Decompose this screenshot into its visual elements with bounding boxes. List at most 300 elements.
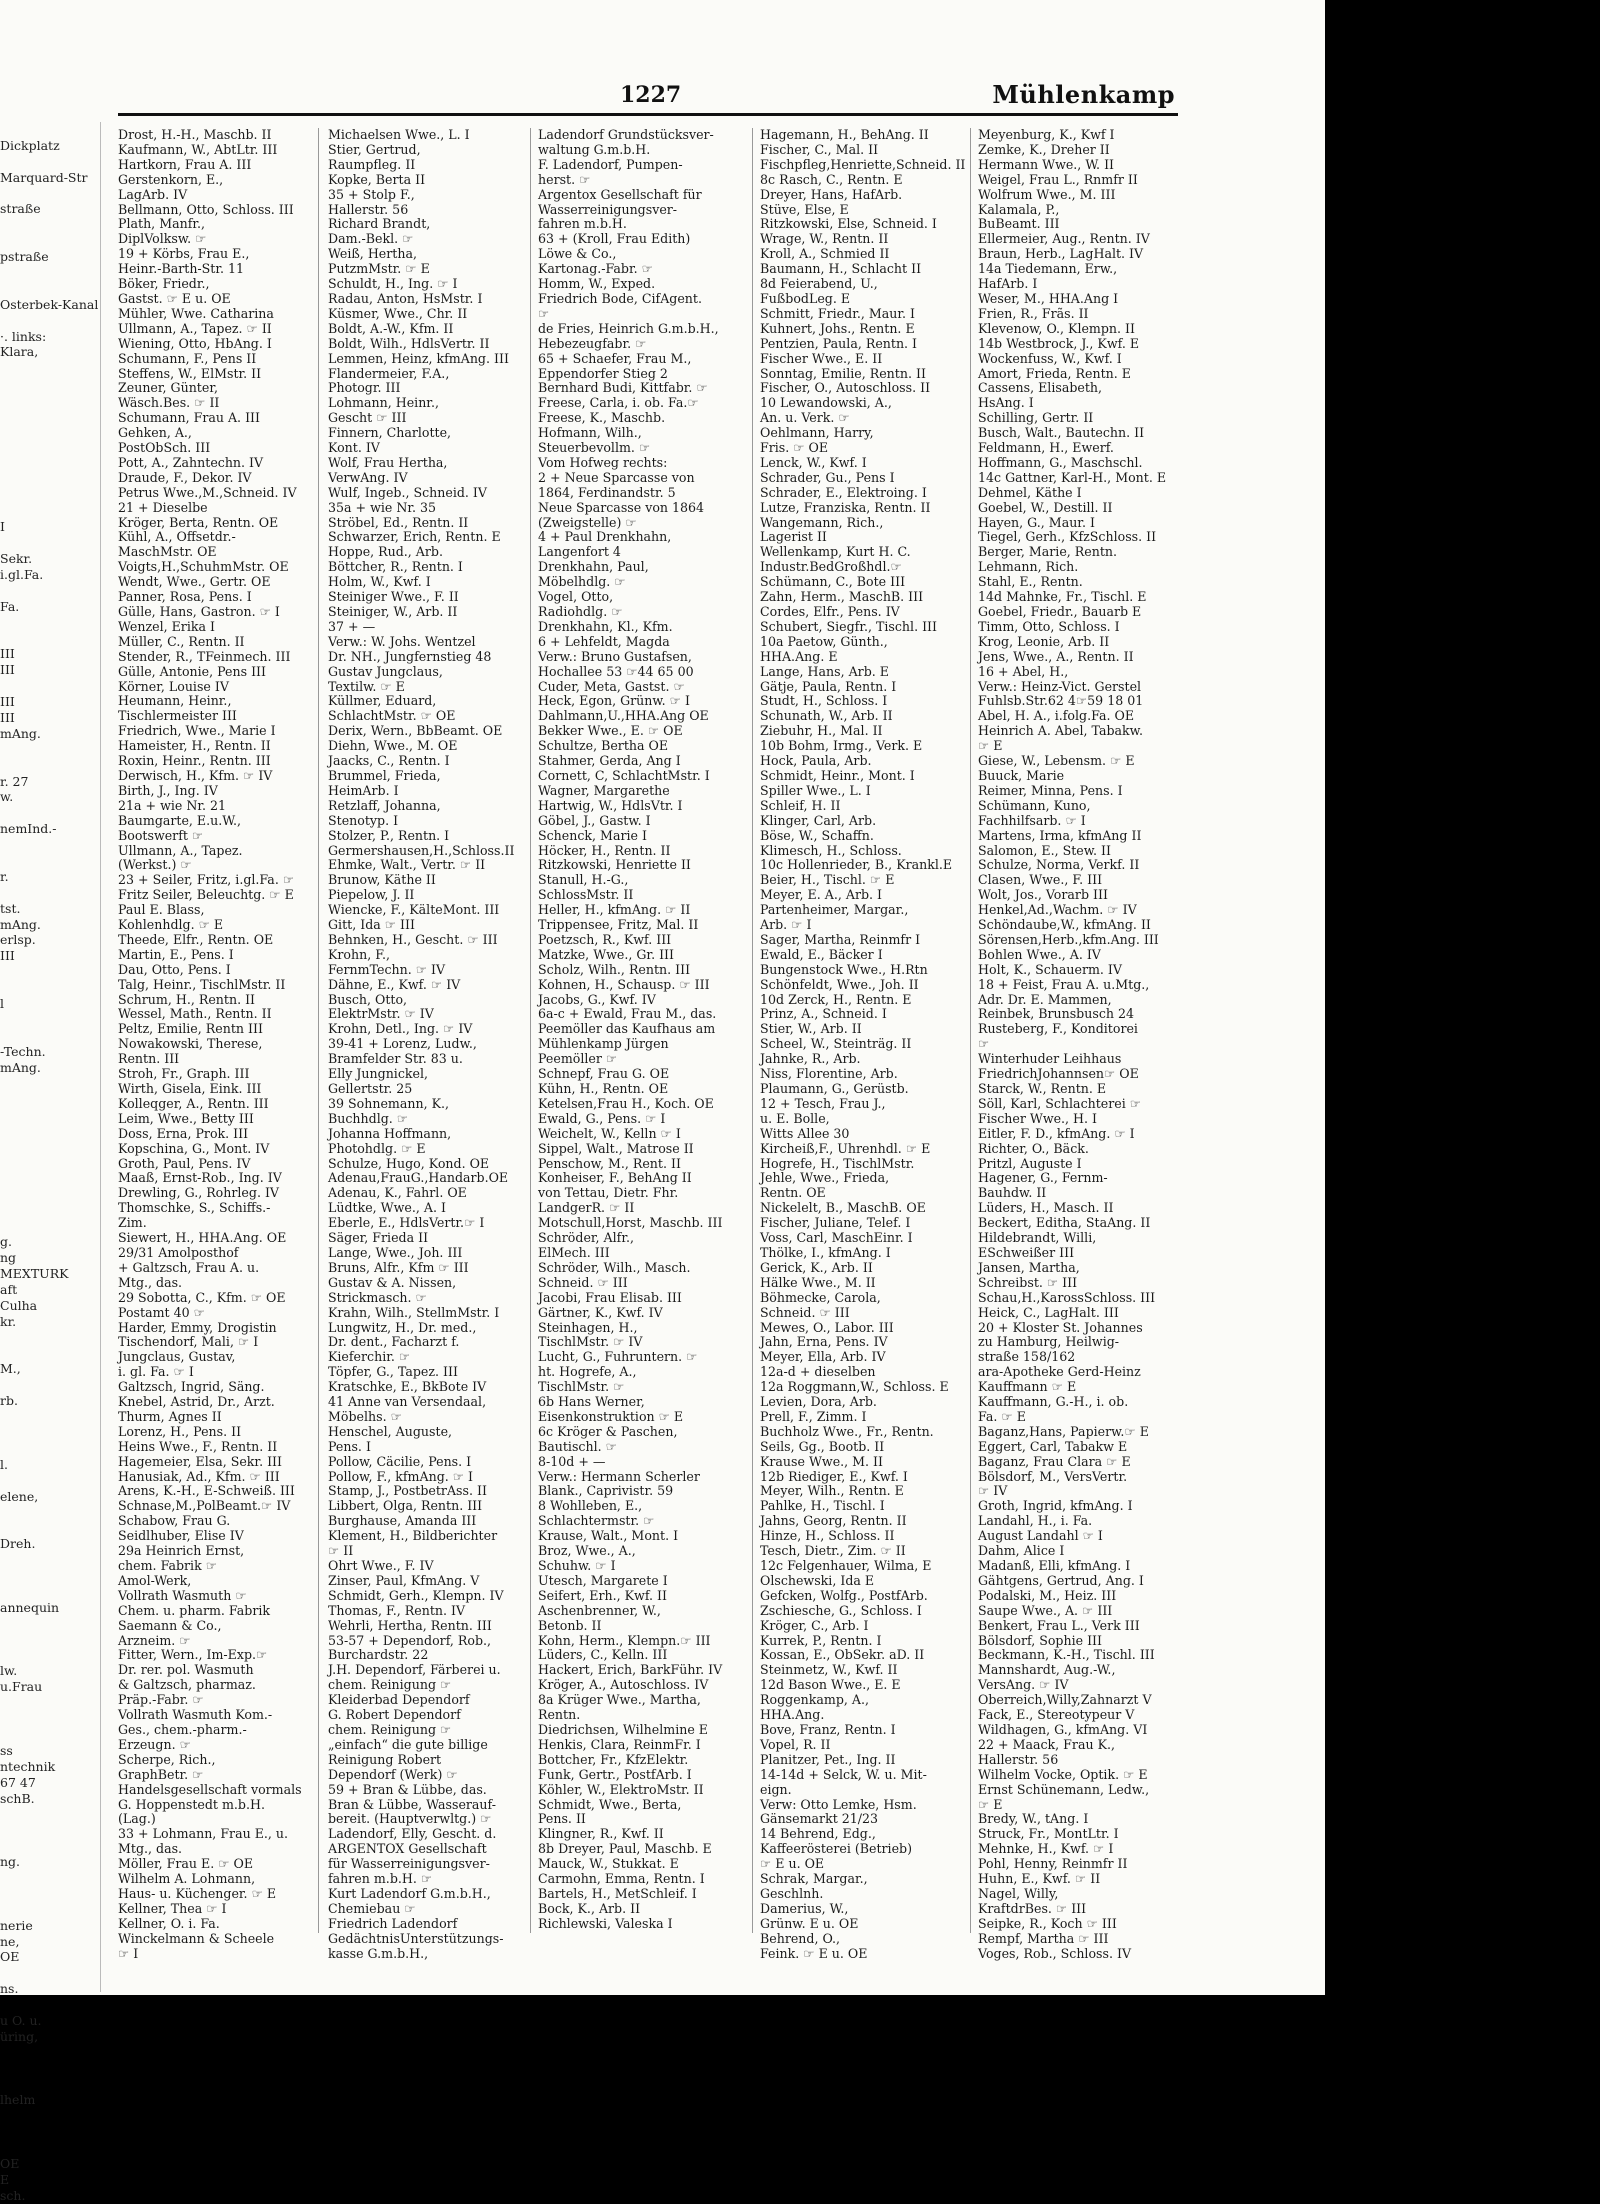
directory-entry: Broz, Wwe., A., (538, 1543, 636, 1559)
directory-entry: Feldmann, H., Ewerf. (978, 440, 1114, 456)
directory-entry: Wasserreinigungsver- (538, 201, 678, 217)
directory-entry: Adenau,FrauG.,Handarb.OE (328, 1170, 509, 1186)
directory-entry: Böker, Friedr., (118, 276, 210, 292)
directory-entry: fahren m.b.H. (538, 216, 627, 232)
stub-line: u.Frau (0, 1679, 43, 1695)
directory-entry: Kartonag.-Fabr. ☞ (538, 261, 653, 277)
directory-entry: Schleif, H. II (760, 797, 841, 813)
directory-entry: Lagerist II (760, 529, 827, 545)
directory-entry: Spiller Wwe., L. I (760, 782, 871, 798)
directory-entry: Hinze, H., Schloss. II (760, 1528, 895, 1544)
directory-entry: Thölke, I., kfmAng. I (760, 1244, 891, 1260)
stub-line: pstraße (0, 249, 49, 265)
directory-entry: Krog, Leonie, Arb. II (978, 633, 1110, 649)
column-1 (118, 127, 302, 1961)
directory-entry: Busch, Walt., Bautechn. II (978, 425, 1145, 441)
directory-entry: Giese, W., Lebensm. ☞ E (978, 753, 1135, 769)
directory-entry: Küsmer, Wwe., Chr. II (328, 305, 468, 321)
directory-entry: Gastst. ☞ E u. OE (118, 290, 231, 306)
directory-entry: Mtg., das. (118, 1841, 183, 1857)
stub-line (0, 631, 100, 647)
directory-entry: Müller, C., Rentn. II (118, 633, 245, 649)
directory-entry: Jehle, Wwe., Frieda, (760, 1170, 890, 1186)
directory-entry: 6 + Lehfeldt, Magda (538, 633, 670, 649)
column-divider (318, 128, 319, 1933)
directory-entry: 8 Wohlleben, E., (538, 1498, 643, 1514)
directory-entry: Heinr.-Barth-Str. 11 (118, 261, 245, 277)
directory-entry: Aschenbrenner, W., (538, 1602, 661, 1618)
directory-entry: GedächtnisUnterstützungs- (328, 1930, 504, 1946)
directory-entry: PostObSch. III (118, 440, 211, 456)
directory-entry: Diehn, Wwe., M. OE (328, 738, 458, 754)
directory-entry: Ewald, G., Pens. ☞ I (538, 1110, 666, 1126)
directory-entry: Lüders, C., Kelln. III (538, 1647, 668, 1663)
directory-entry: GraphBetr. ☞ (118, 1766, 204, 1782)
directory-entry: Theede, Elfr., Rentn. OE (118, 931, 274, 947)
directory-entry: Maaß, Ernst-Rob., Ing. IV (118, 1170, 282, 1186)
directory-entry: Wäsch.Bes. ☞ II (118, 395, 220, 411)
directory-entry: Schultze, Bertha OE (538, 738, 669, 754)
directory-entry: TischlMstr. ☞ IV (538, 1334, 643, 1350)
stub-line (0, 1902, 100, 1918)
directory-entry: Hagener, G., Fernm- (978, 1170, 1108, 1186)
directory-entry: Voges, Rob., Schloss. IV (978, 1945, 1132, 1961)
directory-entry: Schreibst. ☞ III (978, 1274, 1078, 1290)
directory-entry: Martens, Irma, kfmAng II (978, 827, 1142, 843)
directory-entry: (Zweigstelle) ☞ (538, 514, 637, 530)
directory-entry: Hermann Wwe., W. II (978, 156, 1115, 172)
directory-entry: ElektrMstr. ☞ IV (328, 1006, 434, 1022)
directory-entry: 33 + Lohmann, Frau E., u. (118, 1826, 289, 1842)
directory-entry: Gülle, Antonie, Pens III (118, 663, 266, 679)
directory-entry: Kratschke, E., BkBote IV (328, 1379, 487, 1395)
directory-entry: Kröger, Berta, Rentn. OE (118, 514, 279, 530)
directory-entry: Thurm, Agnes II (118, 1408, 222, 1424)
stub-line: straße (0, 201, 41, 217)
directory-entry: ☞ (978, 1036, 990, 1052)
stub-line (0, 2140, 100, 2156)
directory-entry: Ernst Schünemann, Ledw., (978, 1781, 1150, 1797)
directory-entry: eign. (760, 1781, 792, 1797)
directory-entry: 37 + — (328, 618, 376, 634)
stub-line (0, 2077, 100, 2093)
directory-entry: HeimArb. I (328, 782, 399, 798)
directory-entry: Planitzer, Pet., Ing. II (760, 1751, 896, 1767)
stub-line: Dickplatz (0, 137, 60, 153)
directory-entry: Galtzsch, Ingrid, Säng. (118, 1379, 265, 1395)
directory-entry: Wessel, Math., Rentn. II (118, 1006, 272, 1022)
directory-entry: 14 Behrend, Edg., (760, 1826, 876, 1842)
directory-entry: Fischpfleg,Henriette,Schneid. II (760, 156, 966, 172)
directory-entry: Präp.-Fabr. ☞ (118, 1692, 204, 1708)
directory-entry: 59 + Bran & Lübbe, das. (328, 1781, 487, 1797)
stub-line: Klara, (0, 344, 39, 360)
directory-entry: ☞ (538, 305, 550, 321)
stub-line: nerie (0, 1917, 33, 1933)
directory-entry: Stier, Gertrud, (328, 141, 421, 157)
directory-entry: HHA.Ang. E (760, 648, 838, 664)
directory-entry: straße 158/162 (978, 1349, 1076, 1365)
directory-entry: Schmitt, Friedr., Maur. I (760, 305, 915, 321)
directory-entry: Voss, Carl, MaschEinr. I (760, 1230, 913, 1246)
directory-entry: Seils, Gg., Bootb. II (760, 1438, 885, 1454)
directory-entry: 29a Heinrich Ernst, (118, 1543, 245, 1559)
directory-entry: Stamp, J., PostbetrAss. II (328, 1483, 487, 1499)
directory-entry: Steiniger, W., Arb. II (328, 604, 458, 619)
directory-entry: Rentn. III (118, 1051, 180, 1067)
directory-entry: 8-10d + — (538, 1453, 606, 1469)
stub-line (0, 1473, 100, 1489)
stub-line (0, 233, 100, 249)
directory-entry: Lüders, H., Masch. II (978, 1200, 1114, 1216)
directory-entry: Wilhelm Vocke, Optik. ☞ E (978, 1766, 1148, 1782)
directory-entry: Plath, Manfr., (118, 216, 206, 232)
directory-entry: Wiencke, F., KälteMont. III (328, 902, 500, 918)
directory-entry: Germershausen,H.,Schloss.II (328, 842, 515, 858)
directory-entry: Stier, W., Arb. II (760, 1021, 862, 1037)
directory-entry: 8b Dreyer, Paul, Maschb. E (538, 1841, 712, 1857)
stub-line (0, 1409, 100, 1425)
directory-entry: Goebel, W., Destill. II (978, 499, 1113, 515)
directory-entry: Wolf, Frau Hertha, (328, 454, 448, 470)
directory-entry: Drenkhahn, Paul, (538, 559, 649, 575)
directory-entry: Jahns, Georg, Rentn. II (760, 1513, 907, 1529)
directory-entry: Schröder, Alfr., (538, 1230, 634, 1246)
directory-entry: Arb. ☞ I (760, 917, 812, 933)
directory-entry: de Fries, Heinrich G.m.b.H., (538, 320, 719, 336)
stub-line: ntechnik (0, 1758, 56, 1774)
directory-entry: 14a Tiedemann, Erw., (978, 261, 1118, 277)
directory-entry: Mewes, O., Labor. III (760, 1319, 894, 1335)
directory-entry: LandgerR. ☞ II (538, 1200, 635, 1216)
stub-line (0, 217, 100, 233)
directory-entry: Ges., chem.-pharm.- (118, 1721, 247, 1737)
directory-entry: Wagner, Margarethe (538, 782, 670, 798)
directory-entry: Photohdlg. ☞ E (328, 1140, 426, 1156)
directory-entry: 22 + Maack, Frau K., (978, 1736, 1115, 1752)
directory-entry: Industr.BedGroßhdl.☞ (760, 559, 902, 575)
directory-entry: Prinz, A., Schneid. I (760, 1006, 887, 1022)
directory-entry: Schuldt, H., Ing. ☞ I (328, 276, 458, 292)
directory-entry: Harder, Emmy, Drogistin (118, 1319, 277, 1335)
directory-entry: Bootswerft ☞ (118, 827, 204, 843)
directory-entry: Baganz,Hans, Papierw.☞ E (978, 1423, 1149, 1439)
directory-entry: Peemöller das Kaufhaus am (538, 1021, 716, 1037)
stub-line (0, 487, 100, 503)
directory-entry: Gefcken, Wolfg., PostfArb. (760, 1587, 928, 1603)
directory-entry: Heck, Egon, Grünw. ☞ I (538, 693, 690, 709)
directory-entry: Amort, Frieda, Rentn. E (978, 365, 1131, 381)
stub-line: sch. (0, 2187, 26, 2203)
stub-line: i.gl.Fa. (0, 566, 44, 582)
directory-entry: Krohn, Detl., Ing. ☞ IV (328, 1021, 473, 1037)
directory-entry: Hayen, G., Maur. I (978, 514, 1095, 530)
stub-line: E (0, 2171, 10, 2187)
directory-entry: Raumpfleg. II (328, 156, 416, 172)
directory-entry: Schumann, F., Pens II (118, 350, 257, 366)
directory-entry: Fuhlsb.Str.62 4☞59 18 01 (978, 693, 1144, 709)
directory-entry: 21 + Dieselbe (118, 499, 208, 515)
directory-entry: Jungclaus, Gustav, (118, 1349, 236, 1365)
directory-entry: Saupe Wwe., A. ☞ III (978, 1602, 1113, 1618)
directory-entry: 10a Paetow, Günth., (760, 633, 888, 649)
stub-line: OE (0, 2156, 20, 2171)
stub-line (0, 1886, 100, 1902)
directory-entry: Friedrich, Wwe., Marie I (118, 723, 276, 739)
directory-entry: 65 + Schaefer, Frau M., (538, 350, 692, 366)
directory-entry: Birth, J., Ing. IV (118, 782, 218, 798)
directory-entry: Burghause, Amanda III (328, 1513, 477, 1529)
directory-entry: 10d Zerck, H., Rentn. E (760, 991, 912, 1007)
directory-entry: fahren m.b.H. ☞ (328, 1871, 433, 1887)
directory-entry: Baumann, H., Schlacht II (760, 261, 922, 277)
directory-entry: Seifert, Erh., Kwf. II (538, 1587, 667, 1603)
directory-entry: Mannshardt, Aug.-W., (978, 1662, 1116, 1678)
directory-entry: Hameister, H., Rentn. II (118, 738, 271, 754)
directory-entry: Burchardstr. 22 (328, 1647, 429, 1663)
directory-entry: Piepelow, J. II (328, 887, 415, 903)
directory-entry: Freese, K., Maschb. (538, 410, 666, 426)
directory-entry: Jansen, Martha, (978, 1259, 1080, 1275)
stub-line (0, 1107, 100, 1123)
directory-entry: Talg, Heinr., TischlMstr. II (118, 976, 286, 992)
directory-entry: Starck, W., Rentn. E (978, 1081, 1107, 1096)
directory-entry: Möbelhs. ☞ (328, 1408, 402, 1424)
stub-line (0, 2061, 100, 2077)
directory-entry: Eberle, E., HdlsVertr.☞ I (328, 1215, 485, 1231)
directory-entry: Eitler, F. D., kfmAng. ☞ I (978, 1125, 1135, 1141)
directory-entry: Timm, Otto, Schloss. I (978, 618, 1120, 634)
directory-entry: FernmTechn. ☞ IV (328, 961, 446, 977)
directory-entry: Funk, Gertr., PostfArb. I (538, 1766, 692, 1782)
directory-entry: Prell, F., Zimm. I (760, 1408, 867, 1424)
directory-entry: Pens. I (328, 1438, 371, 1454)
directory-entry: Möller, Frau E. ☞ OE (118, 1856, 254, 1872)
column-divider (530, 128, 531, 1933)
directory-entry: bereit. (Hauptverwltg.) ☞ (328, 1811, 492, 1827)
directory-entry: 1864, Ferdinandstr. 5 (538, 484, 676, 500)
stub-line (0, 281, 100, 297)
directory-entry: Töpfer, G., Tapez. III (328, 1364, 458, 1380)
directory-entry: Derwisch, H., Kfm. ☞ IV (118, 767, 273, 783)
directory-entry: Fa. ☞ E (978, 1408, 1026, 1424)
directory-entry: Gescht ☞ III (328, 410, 407, 426)
stub-line (0, 853, 100, 869)
directory-entry: Böhmecke, Carola, (760, 1289, 881, 1305)
directory-entry: Bredy, W., tAng. I (978, 1811, 1089, 1827)
directory-entry: 39 Sohnemann, K., (328, 1095, 450, 1111)
directory-entry: Flandermeier, F.A., (328, 365, 450, 381)
directory-entry: Schilling, Gertr. II (978, 410, 1094, 426)
directory-entry: SchlachtMstr. ☞ OE (328, 708, 456, 724)
stub-line (0, 1441, 100, 1457)
directory-entry: Holm, W., Kwf. I (328, 574, 431, 590)
directory-entry: Neue Sparcasse von 1864 (538, 499, 705, 515)
directory-entry: Winckelmann & Scheele (118, 1930, 275, 1946)
directory-entry: Scherpe, Rich., (118, 1751, 216, 1767)
directory-entry: HsAng. I (978, 395, 1034, 411)
directory-entry: u. E. Bolle, (760, 1110, 830, 1126)
directory-entry: Höcker, H., Rentn. II (538, 842, 671, 858)
directory-entry: Heumann, Heinr., (118, 693, 232, 709)
stub-line: ·. links: (0, 328, 47, 344)
directory-entry: Stender, R., TFeinmech. III (118, 648, 291, 664)
stub-line: g. (0, 1234, 12, 1250)
stub-line: rb. (0, 1393, 18, 1409)
directory-entry: Jahnke, R., Arb. (760, 1051, 861, 1067)
stub-line: Fa. (0, 598, 20, 614)
directory-entry: Gerstenkorn, E., (118, 171, 224, 187)
directory-entry: Schulze, Norma, Verkf. II (978, 857, 1140, 873)
directory-entry: Pohl, Henny, Reinmfr II (978, 1856, 1128, 1872)
stub-line (0, 1504, 100, 1520)
directory-entry: Gähtgens, Gertrud, Ang. I (978, 1572, 1144, 1588)
directory-entry: Libbert, Olga, Rentn. III (328, 1498, 483, 1514)
directory-entry: Photogr. III (328, 380, 401, 396)
directory-entry: Brunow, Käthe II (328, 872, 436, 888)
directory-entry: Groth, Paul, Pens. IV (118, 1155, 251, 1171)
directory-entry: Körner, Louise IV (118, 678, 229, 694)
directory-entry: Podalski, M., Heiz. III (978, 1587, 1117, 1603)
directory-entry: Vopel, R. II (760, 1736, 831, 1752)
directory-entry: Dähne, E., Kwf. ☞ IV (328, 976, 461, 992)
directory-entry: Kieferchir. ☞ (328, 1349, 411, 1365)
stub-line (0, 503, 100, 519)
directory-entry: Fischer, Juliane, Telef. I (760, 1215, 911, 1231)
directory-entry: Weiß, Hertha, (328, 246, 417, 262)
directory-entry: Reinbek, Brunsbusch 24 (978, 1006, 1135, 1022)
directory-entry: Hock, Paula, Arb. (760, 753, 872, 769)
directory-entry: Amol-Werk, (118, 1572, 192, 1588)
directory-entry: Kleiderbad Dependorf (328, 1692, 470, 1708)
directory-entry: Michaelsen Wwe., L. I (328, 127, 470, 142)
directory-entry: Drost, H.-H., Maschb. II (118, 127, 272, 142)
directory-entry: 14-14d + Selck, W. u. Mit- (760, 1766, 927, 1782)
stub-line: r. (0, 868, 9, 884)
directory-entry: Wolfrum Wwe., M. III (978, 186, 1116, 202)
directory-entry: Behnken, H., Gescht. ☞ III (328, 931, 498, 947)
directory-entry: & Galtzsch, pharmaz. (118, 1677, 256, 1693)
directory-entry: Peltz, Emilie, Rentn III (118, 1021, 263, 1037)
directory-entry: Beckmann, K.-H., Tischl. III (978, 1647, 1155, 1663)
stub-line: III (0, 709, 15, 725)
directory-entry: Ellermeier, Aug., Rentn. IV (978, 231, 1150, 247)
stub-line (0, 408, 100, 424)
directory-entry: Radau, Anton, HsMstr. I (328, 290, 483, 306)
stub-line (0, 265, 100, 281)
page-number: 1227 (620, 82, 682, 108)
directory-entry: Motschull,Horst, Maschb. III (538, 1215, 723, 1231)
directory-entry: Hagemann, H., BehAng. II (760, 127, 929, 142)
directory-entry: Freese, Carla, i. ob. Fa.☞ (538, 395, 699, 411)
stub-line: üring, (0, 2028, 39, 2044)
directory-entry: Kellner, Thea ☞ I (118, 1900, 227, 1916)
stub-line (0, 122, 100, 138)
directory-entry: Bove, Franz, Rentn. I (760, 1721, 896, 1737)
directory-entry: Bernhard Budi, Kittfabr. ☞ (538, 380, 708, 396)
stub-line (0, 1568, 100, 1584)
directory-entry: Steffens, W., ElMstr. II (118, 365, 262, 381)
directory-entry: (Werkst.) ☞ (118, 857, 192, 873)
directory-entry: Wendt, Wwe., Gertr. OE (118, 574, 271, 590)
stub-line (0, 964, 100, 980)
directory-entry: Meyenburg, K., Kwf I (978, 127, 1115, 142)
directory-entry: Lenck, W., Kwf. I (760, 454, 867, 470)
directory-entry: für Wasserreinigungsver- (328, 1856, 490, 1872)
directory-entry: Kohn, Herm., Klempn.☞ III (538, 1632, 711, 1648)
directory-entry: Bohlen Wwe., A. IV (978, 946, 1101, 962)
directory-entry: Bellmann, Otto, Schloss. III (118, 201, 294, 217)
directory-entry: Carmohn, Emma, Rentn. I (538, 1871, 705, 1887)
directory-entry: Klevenow, O., Klempn. II (978, 320, 1135, 336)
directory-entry: Bölsdorf, Sophie III (978, 1632, 1103, 1648)
directory-entry: Fitter, Wern., Im-Exp.☞ (118, 1647, 268, 1663)
directory-entry: Schrader, Gu., Pens I (760, 469, 895, 485)
stub-line: erlsp. (0, 932, 36, 948)
directory-entry: Hackert, Erich, BarkFühr. IV (538, 1662, 723, 1678)
directory-entry: Kröger, A., Autoschloss. IV (538, 1677, 709, 1693)
stub-line (0, 1330, 100, 1346)
directory-entry: Bekker Wwe., E. ☞ OE (538, 723, 683, 739)
directory-entry: Jens, Wwe., A., Rentn. II (978, 648, 1134, 664)
directory-entry: Oberreich,Willy,Zahnarzt V (978, 1692, 1152, 1708)
stub-line (0, 392, 100, 408)
stub-line (0, 1838, 100, 1854)
stub-line (0, 1806, 100, 1822)
directory-entry: Trippensee, Fritz, Mal. II (538, 917, 699, 933)
directory-entry: Blank., Caprivistr. 59 (538, 1483, 674, 1499)
directory-entry: Panner, Rosa, Pens. I (118, 589, 252, 605)
stub-line (0, 2124, 100, 2140)
stub-line (0, 1139, 100, 1155)
directory-entry: Schrak, Margar., (760, 1871, 868, 1887)
stub-line (0, 456, 100, 472)
directory-entry: Rusteberg, F., Konditorei (978, 1021, 1138, 1037)
directory-entry: Wirth, Gisela, Eink. III (118, 1081, 262, 1096)
directory-entry: Kurt Ladendorf G.m.b.H., (328, 1885, 491, 1901)
directory-entry: Kühl, A., Offsetdr.- (118, 529, 236, 545)
directory-entry: Rempf, Martha ☞ III (978, 1930, 1109, 1946)
directory-entry: Köhler, W., ElektroMstr. II (538, 1781, 704, 1797)
directory-entry: Pens. II (538, 1811, 586, 1827)
stub-line: III (0, 662, 15, 678)
directory-entry: Gehken, A., (118, 425, 192, 441)
directory-entry: Schneid. ☞ III (538, 1274, 628, 1290)
directory-entry: + Galtzsch, Frau A. u. (118, 1259, 260, 1275)
directory-entry: Penschow, M., Rent. II (538, 1155, 681, 1171)
directory-entry: 19 + Körbs, Frau E., (118, 246, 250, 262)
directory-entry: Erzeugn. ☞ (118, 1736, 191, 1752)
directory-entry: Cuder, Meta, Gastst. ☞ (538, 678, 685, 694)
directory-entry: Ströbel, Ed., Rentn. II (328, 514, 469, 530)
stub-line: elene, (0, 1488, 39, 1504)
directory-entry: Arens, K.-H., E-Schweiß. III (118, 1483, 295, 1499)
directory-entry: Scholz, Wilh., Rentn. III (538, 961, 691, 977)
directory-entry: Wrage, W., Rentn. II (760, 231, 889, 247)
stub-line (0, 1377, 100, 1393)
stub-line (0, 2045, 100, 2061)
stub-line: III (0, 948, 15, 964)
directory-entry: Dam.-Bekl. ☞ (328, 231, 414, 247)
directory-entry: Paul E. Blass, (118, 902, 205, 918)
stub-line: tst. (0, 900, 21, 916)
directory-entry: Braun, Herb., LagHalt. IV (978, 246, 1144, 262)
directory-entry: HafArb. I (978, 276, 1038, 292)
directory-entry: Schrum, H., Rentn. II (118, 991, 256, 1007)
directory-entry: 10b Bohm, Irmg., Verk. E (760, 738, 923, 754)
directory-entry: 12 + Tesch, Frau J., (760, 1095, 886, 1111)
directory-entry: Kalamala, P., (978, 201, 1060, 217)
